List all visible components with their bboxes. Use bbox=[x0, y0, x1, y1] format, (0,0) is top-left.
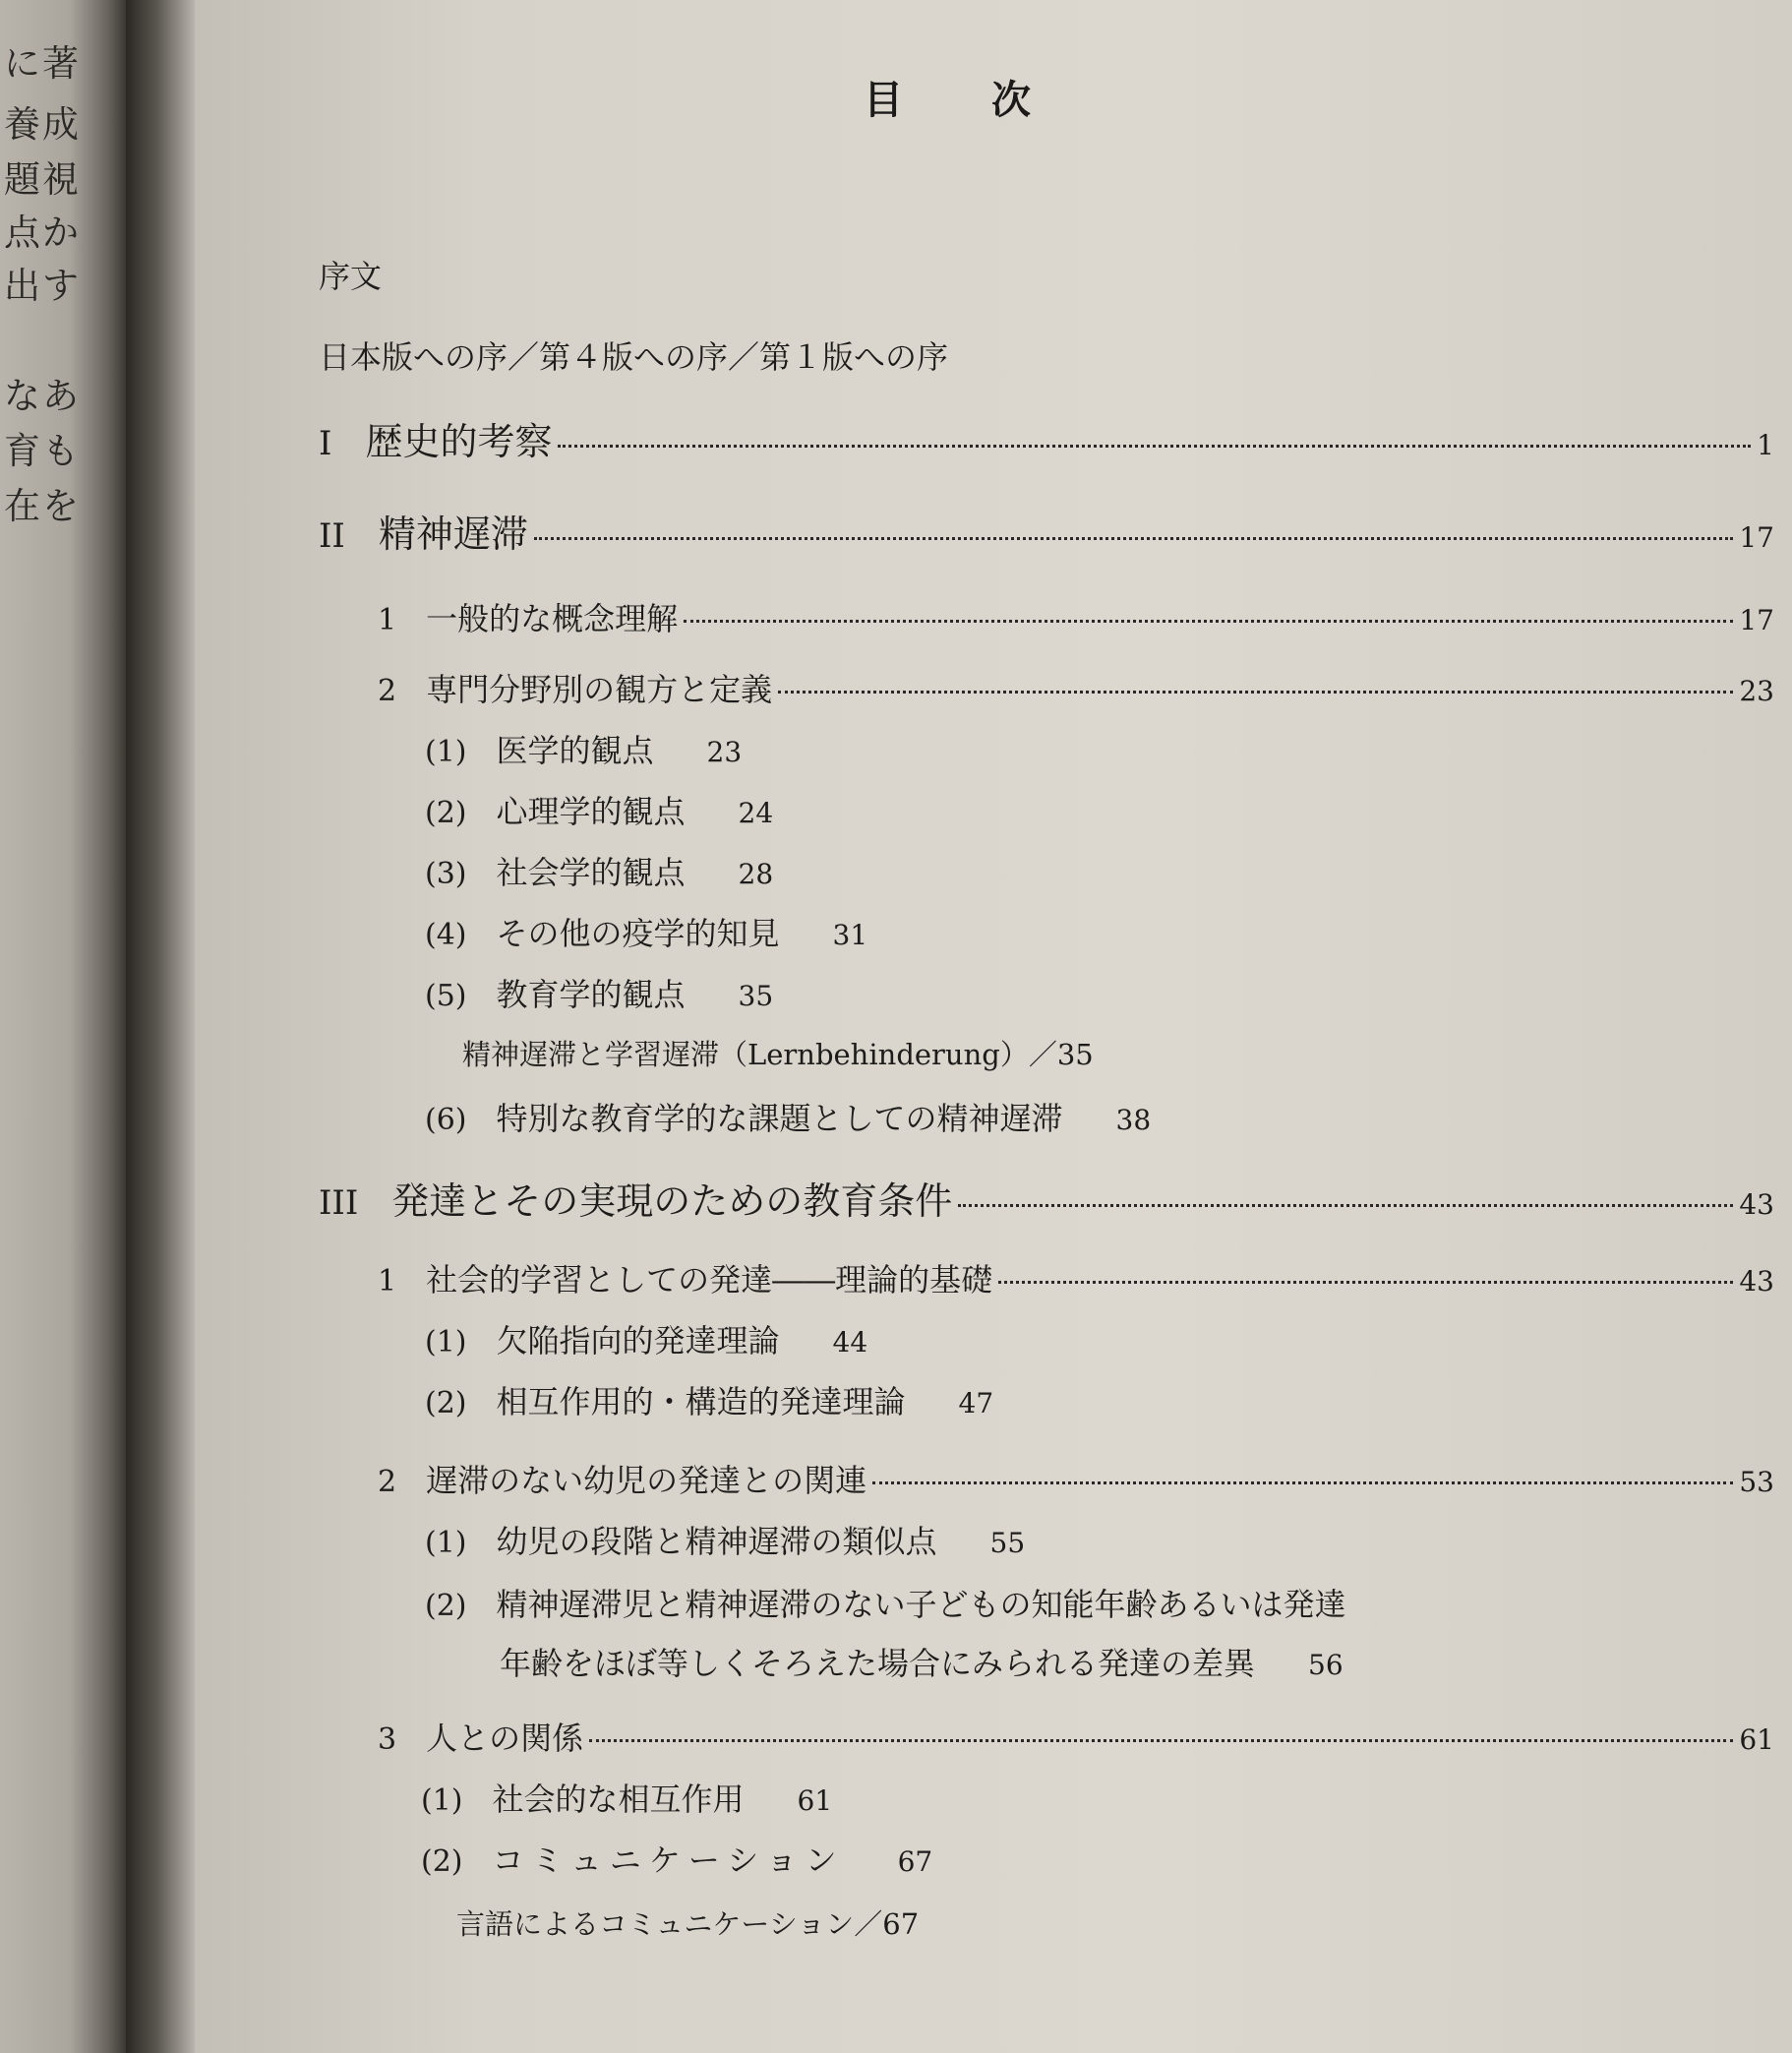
subsection-number: (4) bbox=[425, 918, 467, 952]
chapter-number: II bbox=[319, 516, 345, 556]
subsection-title: 欠陥指向的発達理論 bbox=[496, 1322, 780, 1359]
subsection-number: (1) bbox=[425, 1526, 467, 1560]
section-title: 一般的な概念理解 bbox=[426, 600, 679, 637]
page-number: 56 bbox=[1308, 1649, 1344, 1681]
page-number: 61 bbox=[797, 1784, 833, 1817]
book-gutter bbox=[126, 0, 195, 2053]
subsection-number: (2) bbox=[425, 796, 467, 830]
note-text: 言語によるコミュニケーション／67 bbox=[456, 1907, 920, 1941]
page-number: 28 bbox=[738, 858, 774, 890]
toc-chapter-entry bbox=[319, 411, 1774, 465]
toc-chapter-entry bbox=[319, 1171, 1774, 1225]
subsection-number: (2) bbox=[425, 1386, 467, 1420]
facing-page-line: 点か bbox=[4, 211, 81, 254]
front-matter-prefaces bbox=[319, 332, 948, 378]
toc-subsection-entry bbox=[425, 1377, 993, 1422]
subsection-title: その他の疫学的知見 bbox=[496, 915, 780, 952]
facing-page-line: なあ bbox=[4, 375, 81, 417]
leader-dots bbox=[778, 691, 1733, 694]
toc-subsection-entry bbox=[421, 1836, 932, 1881]
leader-dots bbox=[589, 1739, 1733, 1742]
page-number: 17 bbox=[1739, 604, 1774, 636]
subsection-title: 相互作用的・構造的発達理論 bbox=[496, 1383, 906, 1420]
facing-page bbox=[0, 0, 126, 2053]
toc-note-entry bbox=[456, 1902, 919, 1943]
chapter-title: 発達とその実現のための教育条件 bbox=[391, 1179, 953, 1223]
facing-page-line: 出す bbox=[4, 265, 81, 307]
section-number: 1 bbox=[378, 1264, 397, 1298]
subsection-title: 社会的な相互作用 bbox=[492, 1781, 745, 1818]
chapter-number: I bbox=[319, 424, 332, 463]
leader-dots bbox=[872, 1481, 1733, 1484]
toc-subsection-entry bbox=[425, 787, 773, 832]
facing-page-line: 在を bbox=[4, 485, 81, 527]
subsection-title: 幼児の段階と精神遅滞の類似点 bbox=[496, 1523, 937, 1560]
page-number: 24 bbox=[738, 797, 774, 829]
page-title: 目次 bbox=[864, 77, 1119, 123]
section-title: 遅滞のない幼児の発達との関連 bbox=[426, 1462, 867, 1499]
section-number: 2 bbox=[378, 674, 397, 708]
toc-note-entry bbox=[462, 1033, 1094, 1073]
toc-subsection-entry bbox=[421, 1775, 832, 1820]
toc-section-entry bbox=[378, 1456, 1774, 1501]
facing-page-line: に著 bbox=[4, 42, 81, 85]
page-number: 23 bbox=[706, 736, 743, 768]
front-matter-label: 序文 bbox=[319, 258, 383, 295]
toc-subsection-entry bbox=[425, 1316, 867, 1361]
section-title: 人との関係 bbox=[426, 1720, 584, 1757]
page-number: 23 bbox=[1739, 675, 1774, 707]
leader-dots bbox=[958, 1204, 1733, 1207]
toc-subsection-entry bbox=[425, 1580, 1346, 1625]
facing-page-line: 育も bbox=[4, 430, 81, 472]
subsection-title: 精神遅滞児と精神遅滞のない子どもの知能年齢あるいは発達 bbox=[496, 1586, 1346, 1623]
leader-dots bbox=[558, 445, 1751, 448]
toc-subsection-entry bbox=[425, 970, 773, 1015]
subsection-number: (6) bbox=[425, 1103, 467, 1137]
section-number: 1 bbox=[378, 603, 397, 637]
subsection-title: 特別な教育学的な課題としての精神遅滞 bbox=[496, 1100, 1063, 1137]
page-number: 44 bbox=[832, 1326, 868, 1359]
page-number: 35 bbox=[738, 980, 774, 1012]
subsection-number: (2) bbox=[421, 1844, 463, 1879]
toc-section-entry bbox=[378, 594, 1774, 639]
leader-dots bbox=[534, 537, 1733, 540]
page-number: 43 bbox=[1739, 1188, 1774, 1221]
page-number: 43 bbox=[1739, 1265, 1774, 1298]
toc-subsection-continuation bbox=[500, 1639, 1344, 1684]
page-number: 53 bbox=[1739, 1466, 1774, 1498]
chapter-title: 歴史的考察 bbox=[365, 420, 553, 463]
facing-page-line: 題視 bbox=[4, 158, 81, 201]
subsection-title: 医学的観点 bbox=[496, 732, 654, 769]
section-number: 2 bbox=[378, 1465, 397, 1499]
page-number: 31 bbox=[832, 919, 868, 951]
subsection-number: (1) bbox=[425, 1325, 467, 1359]
section-title: 専門分野別の観方と定義 bbox=[426, 671, 773, 708]
toc-subsection-entry bbox=[425, 1517, 1025, 1562]
subsection-number: (1) bbox=[425, 735, 467, 769]
subsection-number: (3) bbox=[425, 857, 467, 891]
subsection-title: 社会学的観点 bbox=[496, 854, 686, 891]
front-matter-label: 日本版への序／第４版への序／第１版への序 bbox=[319, 338, 949, 376]
toc-section-entry bbox=[378, 1255, 1774, 1300]
page-number: 47 bbox=[958, 1387, 994, 1419]
toc-section-entry bbox=[378, 1714, 1774, 1759]
page-number: 61 bbox=[1739, 1723, 1774, 1756]
front-matter-preface bbox=[319, 252, 382, 297]
toc-chapter-entry bbox=[319, 504, 1774, 558]
leader-dots bbox=[998, 1281, 1733, 1284]
page-number: 55 bbox=[989, 1527, 1026, 1559]
toc-subsection-entry bbox=[425, 1094, 1151, 1139]
leader-dots bbox=[684, 620, 1733, 623]
page-number: 17 bbox=[1739, 521, 1774, 554]
facing-page-line: 養成 bbox=[4, 103, 81, 146]
page-number: 38 bbox=[1115, 1104, 1152, 1136]
subsection-title-continued: 年齢をほぼ等しくそろえた場合にみられる発達の差異 bbox=[500, 1645, 1256, 1682]
subsection-title: 教育学的観点 bbox=[496, 976, 686, 1013]
section-title: 社会的学習としての発達――理論的基礎 bbox=[426, 1261, 993, 1298]
section-number: 3 bbox=[378, 1722, 397, 1757]
subsection-number: (5) bbox=[425, 979, 467, 1013]
toc-subsection-entry bbox=[425, 909, 867, 954]
toc-section-entry bbox=[378, 665, 1774, 710]
subsection-number: (2) bbox=[425, 1589, 467, 1623]
page-number: 67 bbox=[897, 1845, 933, 1878]
page-number: 1 bbox=[1757, 429, 1774, 461]
chapter-title: 精神遅滞 bbox=[378, 513, 528, 556]
note-text: 精神遅滞と学習遅滞（Lernbehinderung）／35 bbox=[462, 1038, 1094, 1071]
toc-subsection-entry bbox=[425, 848, 773, 893]
chapter-number: III bbox=[319, 1183, 359, 1223]
subsection-title: コミュニケーション bbox=[492, 1842, 845, 1879]
subsection-number: (1) bbox=[421, 1783, 463, 1818]
subsection-title: 心理学的観点 bbox=[496, 793, 686, 830]
toc-page bbox=[195, 0, 1792, 2053]
toc-subsection-entry bbox=[425, 726, 742, 771]
